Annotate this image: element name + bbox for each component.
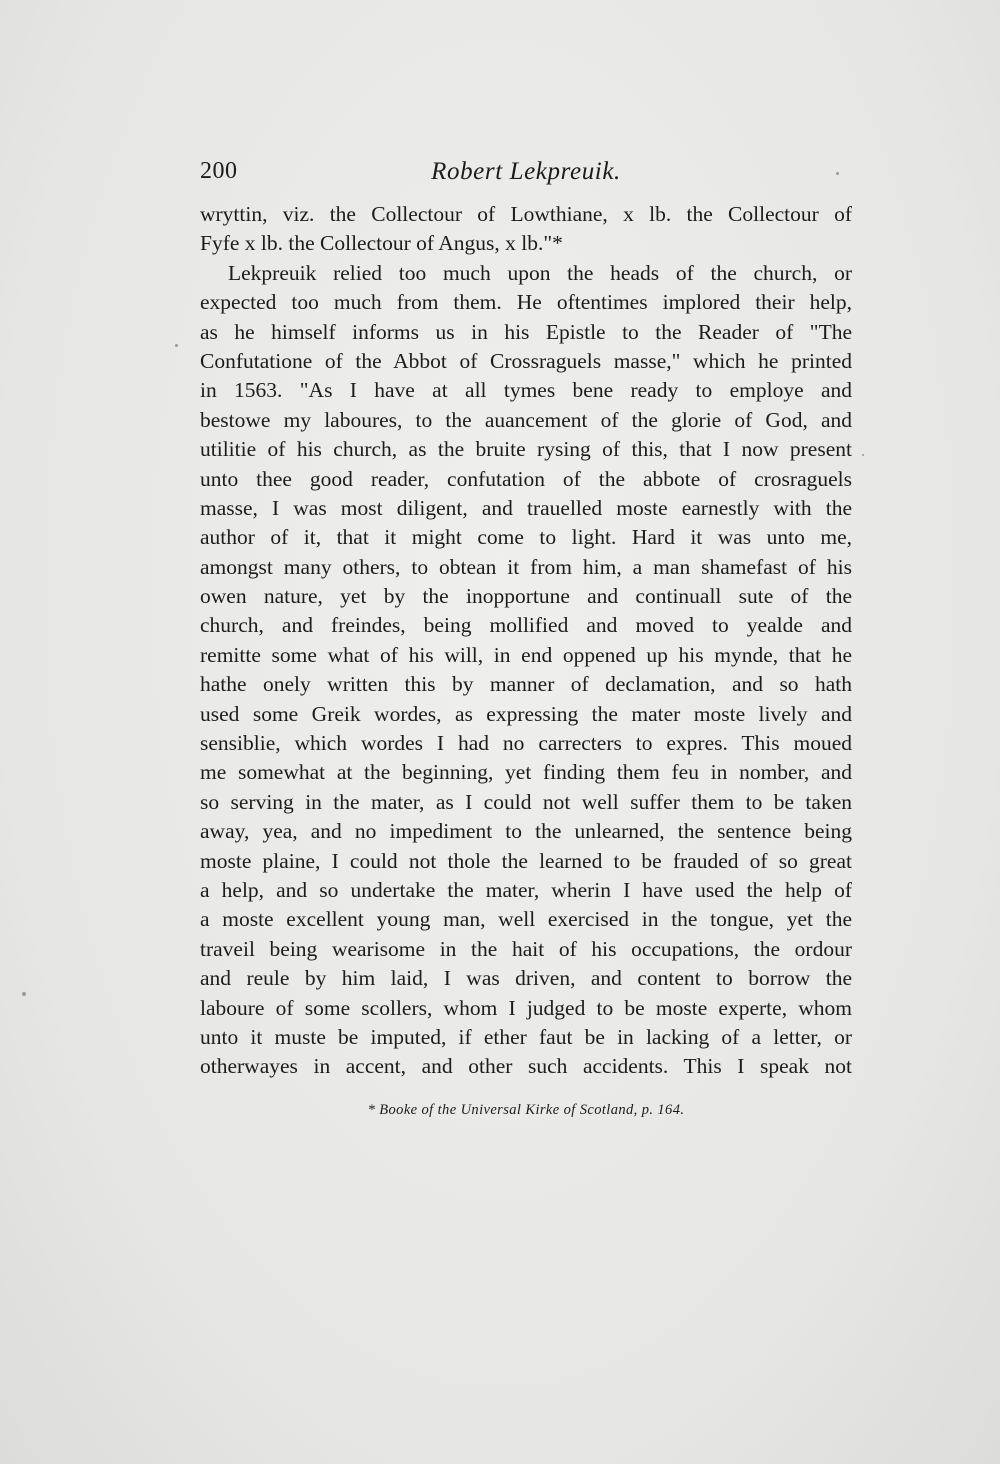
- paper-speck: [175, 344, 178, 347]
- text-line: church, and freindes, being mollified and moved to yealde and: [200, 613, 852, 638]
- text-line: a help, and so undertake the mater, wherin I have used the help of: [200, 877, 852, 902]
- text-line: Lekpreuik relied too much upon the heads of the church, or: [228, 260, 852, 285]
- paper-speck: [862, 454, 864, 456]
- text-line: traveil being wearisome in the hait of his occupations, the ordour: [200, 936, 852, 961]
- running-title: Robert Lekpreuik.: [431, 158, 621, 185]
- text-line: away, yea, and no impediment to the unlearned, the sentence being: [200, 819, 852, 844]
- text-line: sensiblie, which wordes I had no carrecters to expres. This moued: [200, 731, 852, 756]
- text-line: laboure of some scollers, whom I judged to be moste experte, whom: [200, 995, 852, 1020]
- text-line: otherwayes in accent, and other such accidents. This I speak not: [200, 1054, 852, 1079]
- text-line: remitte some what of his will, in end oppened up his mynde, that he: [200, 642, 852, 667]
- text-line: in 1563. "As I have at all tymes bene ready to employe and: [200, 378, 852, 403]
- text-line: owen nature, yet by the inopportune and continuall sute of the: [200, 584, 852, 609]
- text-line: moste plaine, I could not thole the learned to be frauded of so great: [200, 848, 852, 873]
- text-line: expected too much from them. He oftentimes implored their help,: [200, 290, 852, 315]
- text-line: and reule by him laid, I was driven, and content to borrow the: [200, 966, 852, 991]
- text-line: used some Greik wordes, as expressing the mater moste lively and: [200, 701, 852, 726]
- text-line: masse, I was most diligent, and trauelled moste earnestly with the: [200, 495, 852, 520]
- text-line: as he himself informs us in his Epistle to the Reader of "The: [200, 319, 852, 344]
- text-line: Confutatione of the Abbot of Crossraguels masse," which he printed: [200, 348, 852, 373]
- text-line: author of it, that it might come to light. Hard it was unto me,: [200, 525, 852, 550]
- text-line: a moste excellent young man, well exercised in the tongue, yet the: [200, 907, 852, 932]
- text-line: Fyfe x lb. the Collectour of Angus, x lb."*: [200, 231, 563, 256]
- text-line: me somewhat at the beginning, yet finding them feu in nomber, and: [200, 760, 852, 785]
- text-line: unto it muste be imputed, if ether faut be in lacking of a letter, or: [200, 1024, 852, 1049]
- text-line: wryttin, viz. the Collectour of Lowthiane, x lb. the Collectour of: [200, 202, 852, 226]
- footnote: * Booke of the Universal Kirke of Scotland, p. 164.: [367, 1102, 685, 1118]
- page-number: 200: [200, 158, 238, 184]
- text-line: bestowe my laboures, to the auancement of the glorie of God, and: [200, 407, 852, 432]
- text-line: unto thee good reader, confutation of the abbote of crosraguels: [200, 466, 852, 491]
- text-line: amongst many others, to obtean it from him, a man shamefast of his: [200, 554, 852, 579]
- body-text: [200, 200, 852, 1082]
- running-head: [200, 158, 852, 194]
- paper-speck: [836, 172, 839, 175]
- text-line: hathe onely written this by manner of declamation, and so hath: [200, 672, 852, 697]
- text-line: so serving in the mater, as I could not well suffer them to be taken: [200, 789, 852, 814]
- paper-speck: [22, 992, 26, 996]
- text-line: utilitie of his church, as the bruite rysing of this, that I now present: [200, 437, 852, 462]
